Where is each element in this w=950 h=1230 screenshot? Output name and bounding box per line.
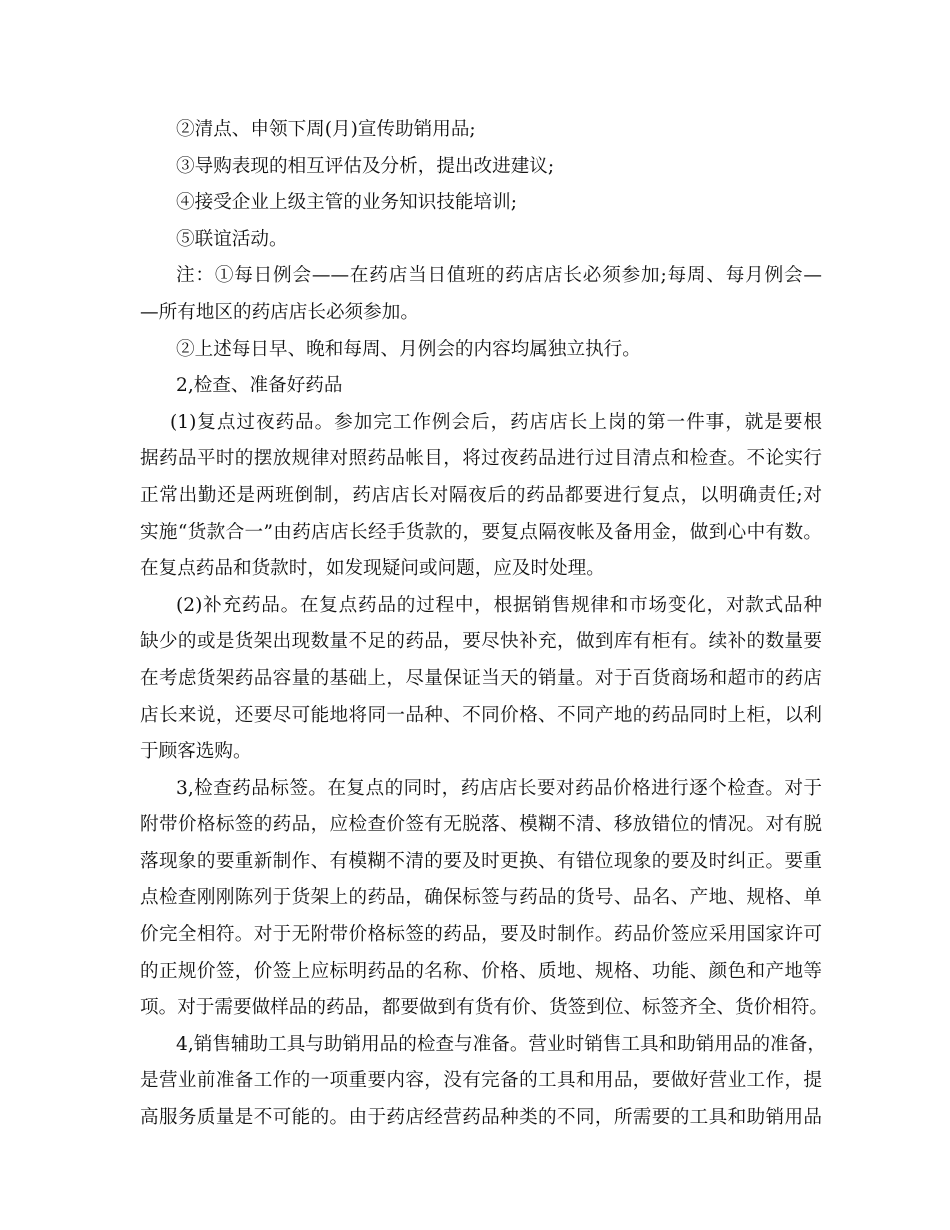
text-line: (1)复点过夜药品。参加完工作例会后，药店店长上岗的第一件事，就是要根 bbox=[170, 411, 822, 433]
text-line: 是营业前准备工作的一项重要内容，没有完备的工具和用品，要做好营业工作，提 bbox=[140, 1070, 822, 1092]
text-line: 4,销售辅助工具与助销用品的检查与准备。营业时销售工具和助销用品的准备， bbox=[176, 1033, 826, 1055]
text-line: —所有地区的药店店长必须参加。 bbox=[140, 301, 419, 323]
text-line: ②清点、申领下周(月)宣传助销用品; bbox=[176, 119, 476, 140]
text-line: 店长来说，还要尽可能地将同一品种、不同价格、不同产地的药品同时上柜，以利 bbox=[140, 704, 822, 726]
text-line: 点检查刚刚陈列于货架上的药品，确保标签与药品的货号、品名、产地、规格、单 bbox=[140, 887, 822, 909]
text-line: (2)补充药品。在复点药品的过程中，根据销售规律和市场变化，对款式品种 bbox=[176, 594, 822, 616]
text-line: ③导购表现的相互评估及分析，提出改进建议; bbox=[176, 155, 555, 177]
text-line: 的正规价签，价签上应标明药品的名称、价格、质地、规格、功能、颜色和产地等 bbox=[140, 960, 822, 982]
text-line: 价完全相符。对于无附带价格标签的药品，要及时制作。药品价签应采用国家许可 bbox=[140, 924, 822, 946]
text-line: 缺少的或是货架出现数量不足的药品，要尽快补充，做到库有柜有。续补的数量要 bbox=[140, 631, 822, 653]
text-line: 3,检查药品标签。在复点的同时，药店店长要对药品价格进行逐个检查。对于 bbox=[176, 777, 822, 799]
text-line: 据药品平时的摆放规律对照药品帐目，将过夜药品进行过目清点和检查。不论实行 bbox=[140, 448, 822, 470]
text-line: 在考虑货架药品容量的基础上，尽量保证当天的销量。对于百货商场和超市的药店 bbox=[140, 667, 822, 689]
text-line: 正常出勤还是两班倒制，药店店长对隔夜后的药品都要进行复点，以明确责任;对 bbox=[140, 484, 822, 506]
text-line: 项。对于需要做样品的药品，都要做到有货有价、货签到位、标签齐全、货价相符。 bbox=[140, 997, 828, 1019]
text-line: 落现象的要重新制作、有模糊不清的要及时更换、有错位现象的要及时纠正。要重 bbox=[140, 850, 822, 872]
text-line: 附带价格标签的药品，应检查价签有无脱落、模糊不清、移放错位的情况。对有脱 bbox=[140, 814, 822, 836]
text-line: 在复点药品和货款时，如发现疑问或问题，应及时处理。 bbox=[140, 558, 605, 580]
text-line: ⑤联谊活动。 bbox=[176, 228, 288, 250]
text-line: 于顾客选购。 bbox=[140, 741, 252, 763]
text-line: 高服务质量是不可能的。由于药店经营药品种类的不同，所需要的工具和助销用品 bbox=[140, 1107, 822, 1129]
section-heading: 2,检查、准备好药品 bbox=[176, 375, 343, 397]
text-line: ②上述每日早、晚和每周、月例会的内容均属独立执行。 bbox=[176, 338, 641, 360]
text-line: 注：①每日例会——在药店当日值班的药店店长必须参加;每周、每月例会— bbox=[176, 265, 822, 287]
text-line: 实施“货款合一”由药店店长经手货款的，要复点隔夜帐及备用金，做到心中有数。 bbox=[140, 521, 822, 543]
document-page bbox=[140, 112, 828, 1137]
text-line: ④接受企业上级主管的业务知识技能培训; bbox=[176, 192, 517, 214]
